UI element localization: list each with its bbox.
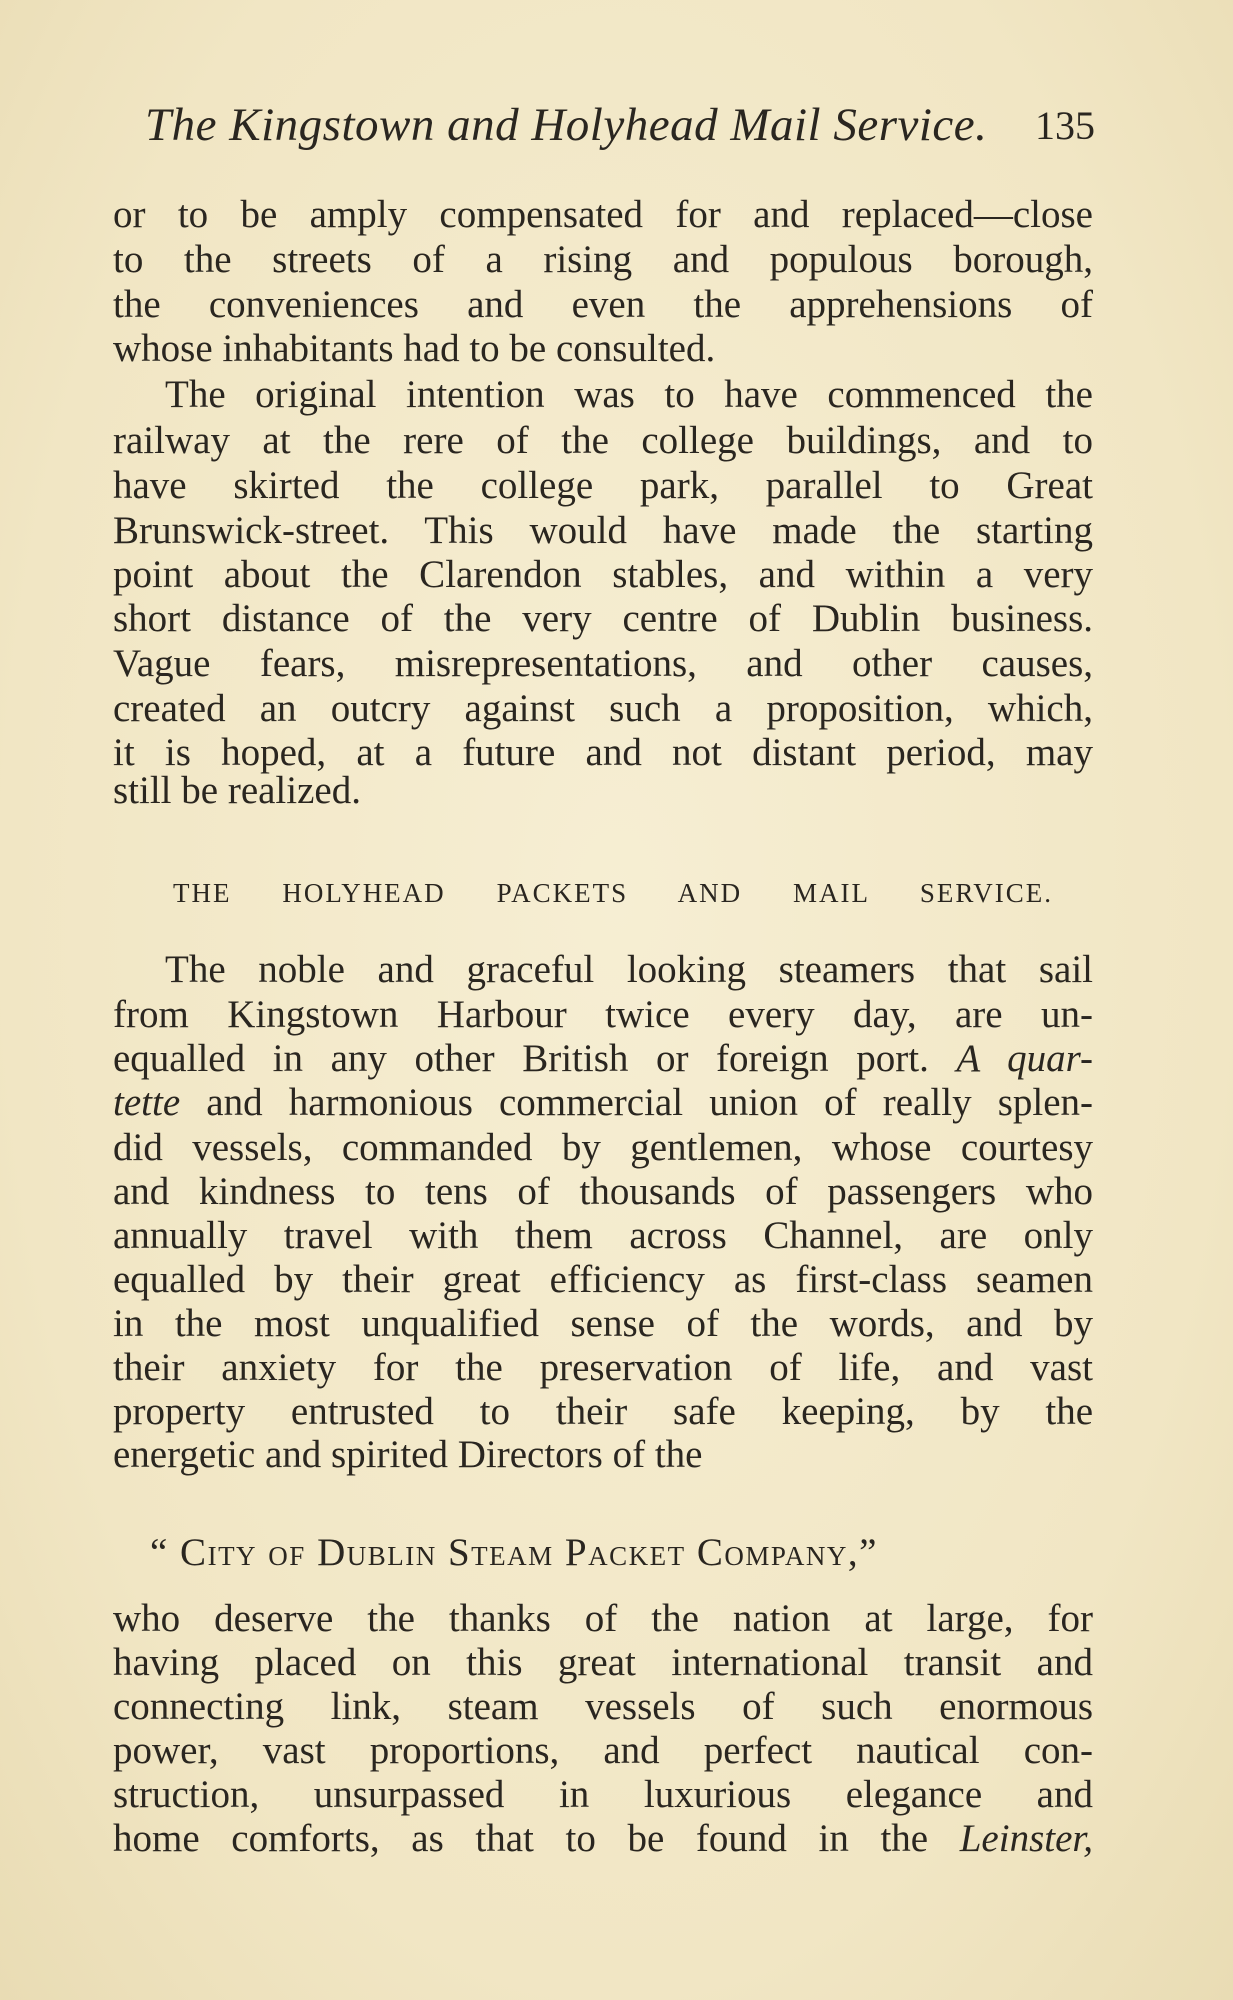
text-line: annually travel with them across Channel, are only: [113, 1214, 1093, 1257]
text-line: from Kingstown Harbour twice every day, are un-: [113, 993, 1093, 1036]
running-title: The Kingstown and Holyhead Mail Service.: [145, 99, 988, 151]
text-segment: and harmonious commercial union of really splen-: [206, 1081, 1094, 1124]
text-line: whose inhabitants had to be consulted.: [113, 327, 716, 370]
section-heading: THE HOLYHEAD PACKETS AND MAIL SERVICE.: [173, 878, 1053, 908]
company-heading: “ City of Dublin Steam Packet Company,”: [150, 1531, 878, 1574]
page-header: [145, 98, 1095, 158]
text-segment: equalled in any other British or foreign port.: [113, 1037, 929, 1080]
text-segment: home comforts, as that to be found in the: [113, 1817, 929, 1860]
text-line: point about the Clarendon stables, and within a very: [113, 553, 1093, 596]
text-line: [113, 947, 1093, 993]
text-line: [113, 1036, 1093, 1082]
text-line: or to be amply compensated for and replaced—close: [113, 193, 1093, 236]
text-line: railway at the rere of the college buildings, and to: [113, 419, 1093, 462]
text-line: Brunswick-street. This would have made the starting: [113, 509, 1093, 552]
text-line: who deserve the thanks of the nation at large, for: [113, 1597, 1093, 1640]
italic-segment: tette: [113, 1081, 181, 1124]
text-line-content: The original intention was to have commenced the: [165, 373, 1093, 416]
text-line: their anxiety for the preservation of life, and vast: [113, 1346, 1093, 1389]
text-line: power, vast proportions, and perfect nautical con-: [113, 1729, 1093, 1772]
text-line: [113, 1816, 1093, 1862]
text-line: short distance of the very centre of Dublin business.: [113, 597, 1093, 640]
text-line: having placed on this great international transit and: [113, 1641, 1093, 1684]
text-line: struction, unsurpassed in luxurious elegance and: [113, 1773, 1093, 1816]
text-line: created an outcry against such a proposition, which,: [113, 687, 1093, 730]
text-line: the conveniences and even the apprehensions of: [113, 283, 1093, 326]
italic-segment: Leinster,: [959, 1817, 1093, 1860]
text-line: [113, 1080, 1093, 1126]
text-line: did vessels, commanded by gentlemen, whose courtesy: [113, 1126, 1093, 1169]
text-line: have skirted the college park, parallel to Great: [113, 464, 1093, 507]
text-line: still be realized.: [113, 769, 361, 812]
text-line: to the streets of a rising and populous borough,: [113, 238, 1093, 281]
text-line: energetic and spirited Directors of the: [113, 1433, 703, 1476]
text-line: property entrusted to their safe keeping, by the: [113, 1390, 1093, 1433]
text-line-content: The noble and graceful looking steamers that sail: [165, 948, 1093, 991]
text-line: Vague fears, misrepresentations, and other causes,: [113, 642, 1093, 685]
text-line: and kindness to tens of thousands of passengers who: [113, 1170, 1093, 1213]
text-line: [113, 372, 1093, 418]
text-line: connecting link, steam vessels of such enormous: [113, 1685, 1093, 1728]
page-number: 135: [1035, 103, 1095, 148]
text-line: equalled by their great efficiency as first-class seamen: [113, 1258, 1093, 1301]
text-line: in the most unqualified sense of the words, and by: [113, 1302, 1093, 1345]
text-line: it is hoped, at a future and not distant period, may: [113, 731, 1093, 774]
italic-segment: A quar-: [956, 1037, 1094, 1080]
